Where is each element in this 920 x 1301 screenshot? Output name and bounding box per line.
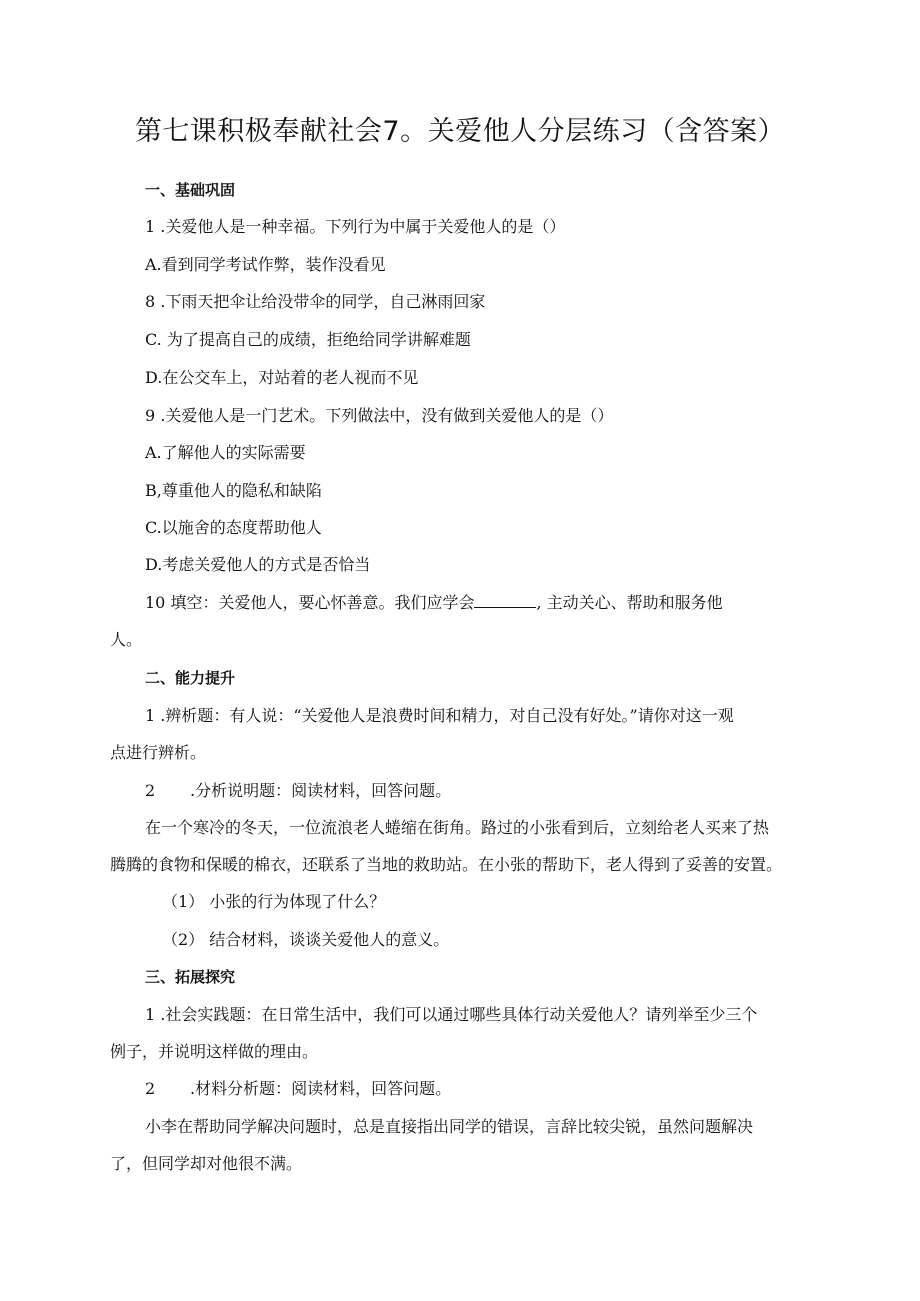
question-3-stem-cont: 人。 (110, 630, 143, 649)
fill-in-blank (474, 591, 536, 608)
section-heading-basic: 一、基础巩固 (145, 181, 236, 199)
s3-question-2-stem: .材料分析题：阅读材料，回答问题。 (190, 1079, 452, 1098)
s2-question-1-line1: 1 .辨析题：有人说：“关爱他人是浪费时间和精力，对自己没有好处。”请你对这一观 (145, 706, 734, 725)
question-2-option-b: B,尊重他人的隐私和缺陷 (145, 481, 322, 500)
section-heading-extension: 三、拓展探究 (145, 968, 236, 986)
question-2-option-d: D.考虑关爱他人的方式是否恰当 (145, 555, 371, 574)
question-1-option-c: C. 为了提高自己的成绩，拒绝给同学讲解难题 (145, 330, 471, 349)
s2-sub-question-2: （2） 结合材料，谈谈关爱他人的意义。 (162, 930, 450, 949)
question-1-option-a: A.看到同学考试作弊，装作没看见 (145, 255, 386, 274)
s2-question-2-stem: .分析说明题：阅读材料，回答问题。 (190, 781, 452, 800)
section-heading-ability: 二、能力提升 (145, 669, 236, 687)
question-2-option-c: C.以施舍的态度帮助他人 (145, 518, 322, 537)
s3-question-2-number: 2 (145, 1079, 156, 1098)
s2-question-1-line2: 点进行辨析。 (110, 743, 207, 762)
question-3-stem-post: , 主动关心、帮助和服务他 (536, 593, 723, 612)
s3-material-line2: 了，但同学却对他很不满。 (110, 1154, 303, 1173)
s2-sub-question-1: （1） 小张的行为体现了什么？ (162, 892, 386, 911)
s3-question-1-line2: 例子，并说明这样做的理由。 (110, 1042, 319, 1061)
question-1-option-d: D.在公交车上，对站着的老人视而不见 (145, 368, 419, 387)
document-title: 第七课积极奉献社会7。关爱他人分层练习（含答案） (134, 116, 786, 147)
s2-material-line2: 腾腾的食物和保暖的棉衣，还联系了当地的救助站。在小张的帮助下，老人得到了妥善的安置。 (110, 855, 783, 874)
question-2-stem: 9 .关爱他人是一门艺术。下列做法中，没有做到关爱他人的是（） (145, 406, 614, 425)
question-2-option-a: A.了解他人的实际需要 (145, 443, 306, 462)
question-1-option-b: 8 .下雨天把伞让给没带伞的同学，自己淋雨回家 (145, 292, 486, 311)
question-1-stem: 1 .关爱他人是一种幸福。下列行为中属于关爱他人的是（） (145, 217, 566, 236)
question-3-stem (145, 591, 723, 615)
s3-question-1-line1: 1 .社会实践题：在日常生活中，我们可以通过哪些具体行动关爱他人？请列举至少三个 (145, 1005, 758, 1024)
s2-material-line1: 在一个寒冷的冬天，一位流浪老人蜷缩在街角。路过的小张看到后，立刻给老人买来了热 (145, 818, 770, 837)
s3-material-line1: 小李在帮助同学解决问题时，总是直接指出同学的错误，言辞比较尖锐，虽然问题解决 (145, 1117, 754, 1136)
question-3-stem-pre: 10 填空：关爱他人，要心怀善意。我们应学会 (145, 593, 475, 612)
s2-question-2-number: 2 (145, 781, 156, 800)
